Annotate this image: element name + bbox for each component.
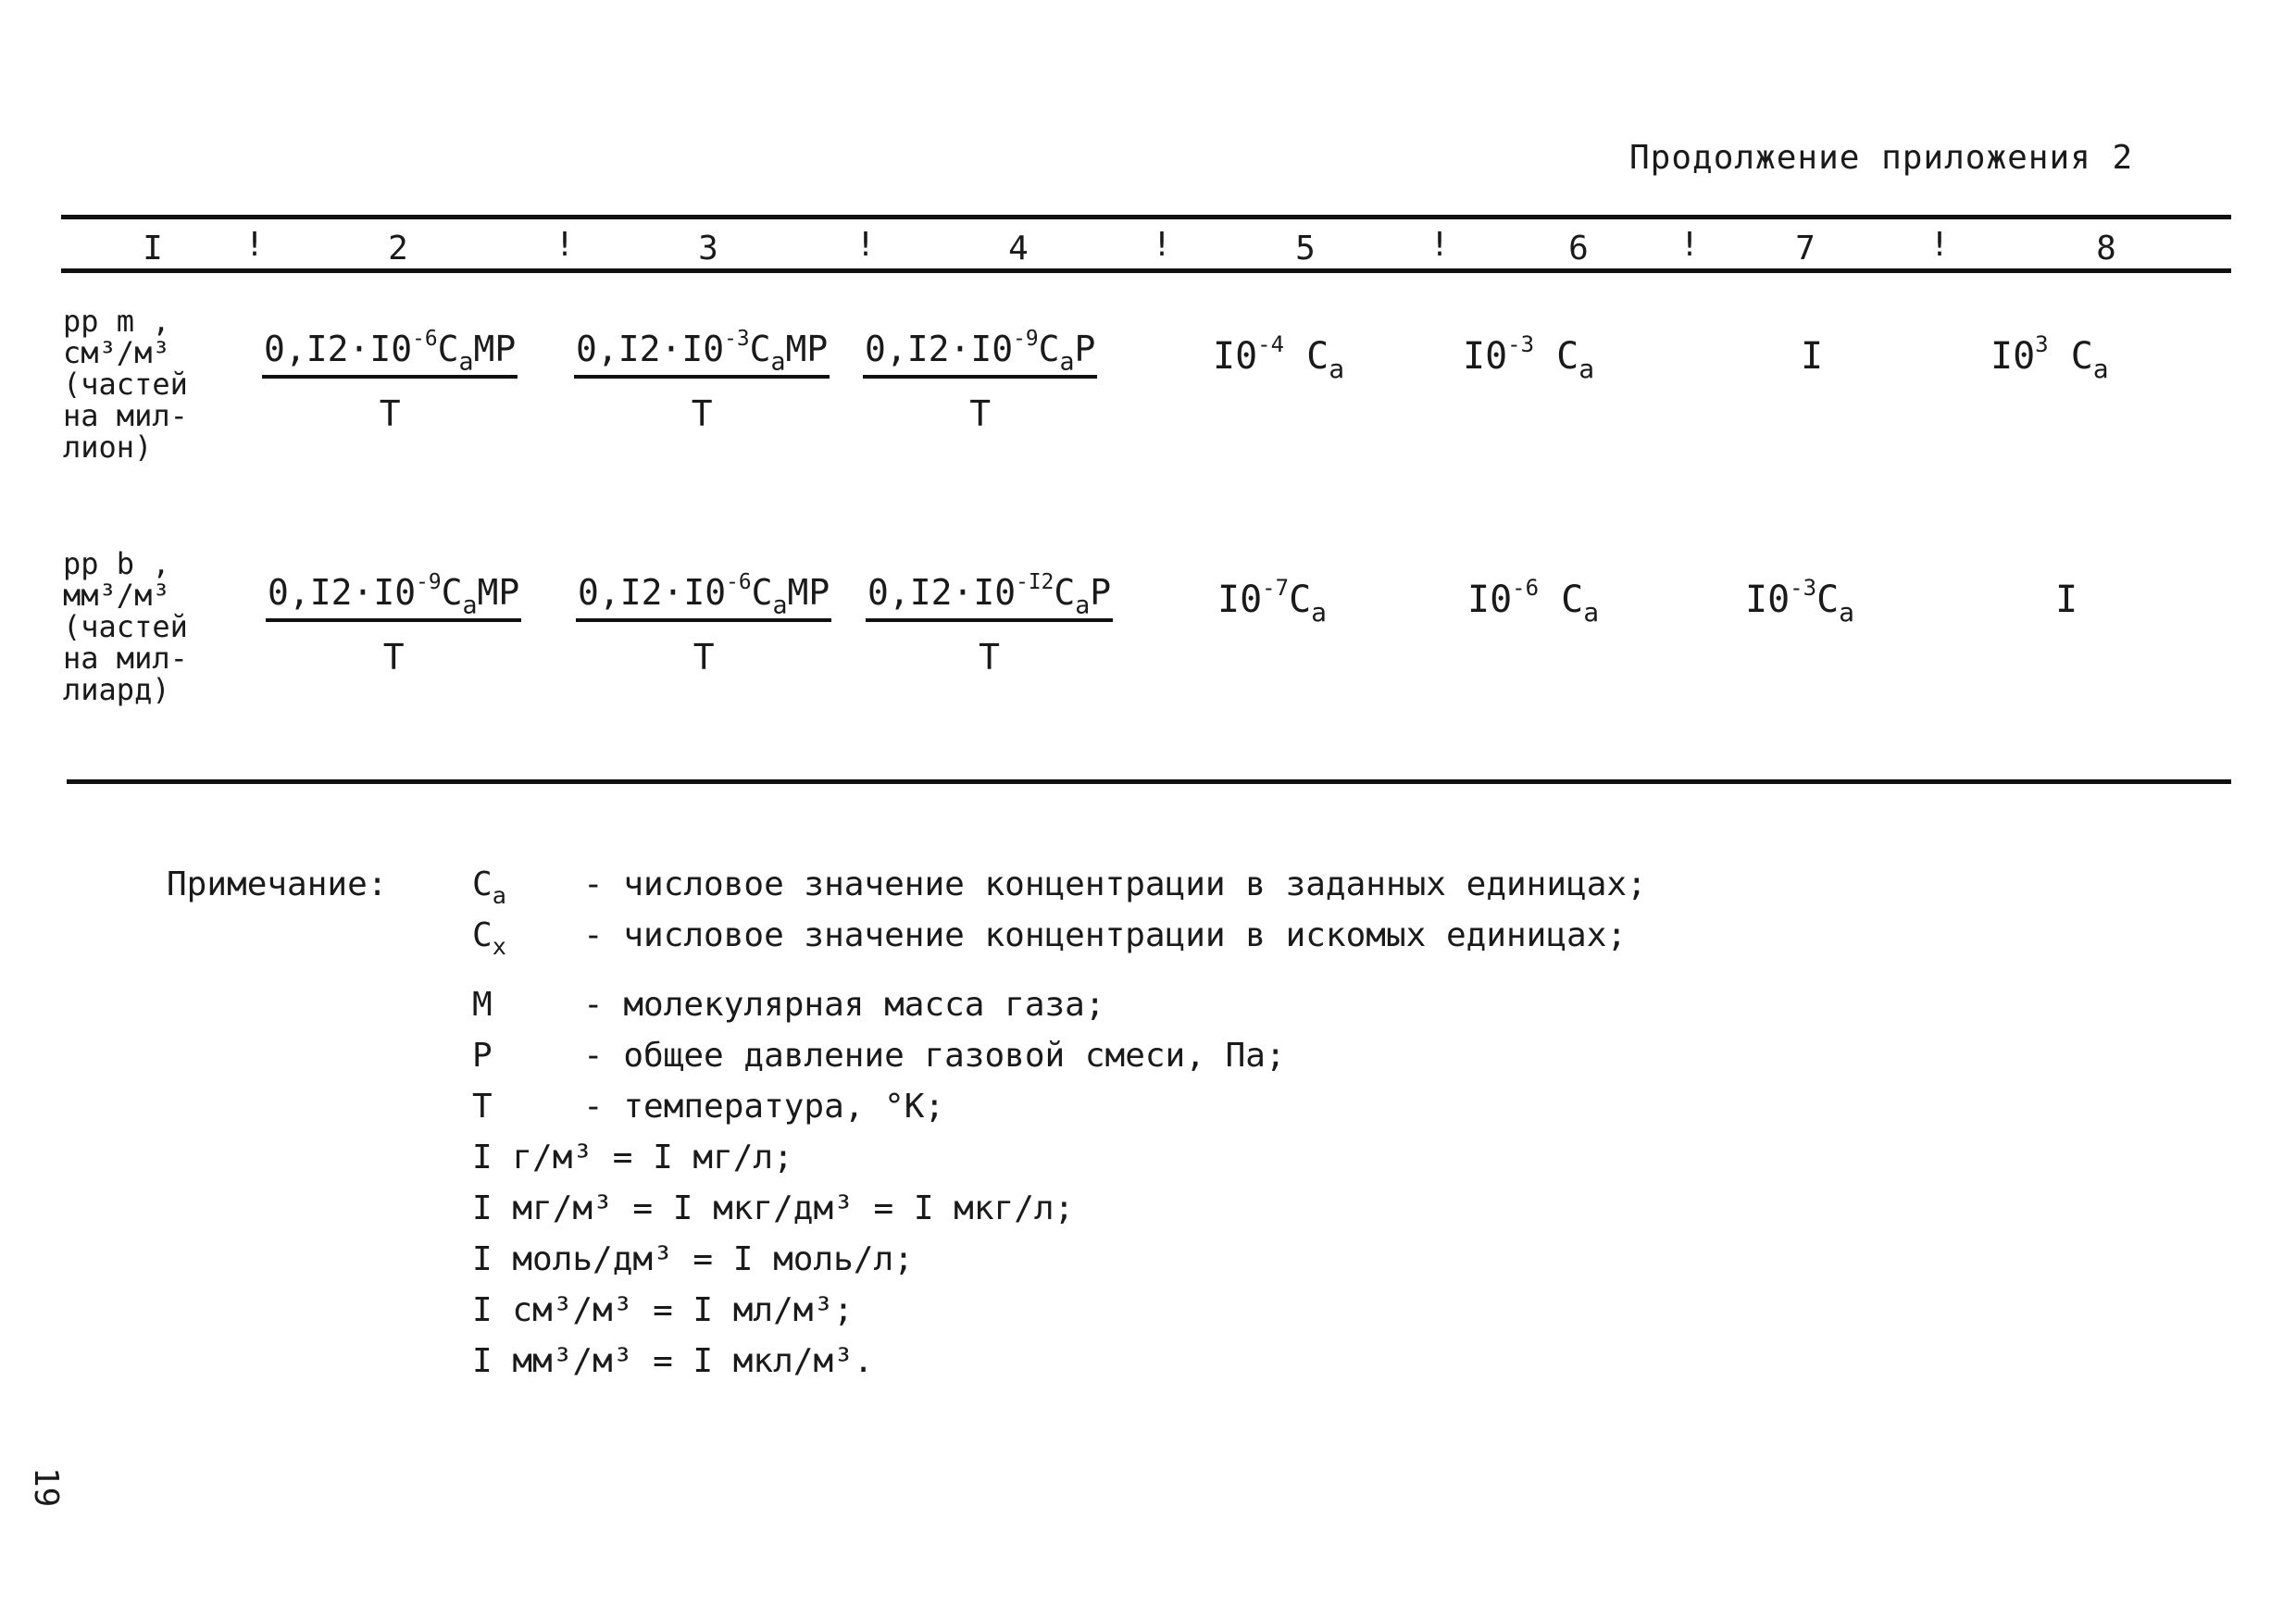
col-separator: ! xyxy=(244,226,265,264)
row2-col4-formula: $0,I2\cdot I0^{-I2}C_aP$ T xyxy=(867,569,1112,678)
row-label-line: лион) xyxy=(63,429,153,465)
row-label-line: (частей xyxy=(63,367,188,402)
row2-col7-value: $I0^{-3}C_a$ xyxy=(1745,575,1855,628)
row-label-line: на мил- xyxy=(63,641,188,676)
row2-col3-formula: $0,I2\cdot I0^{-6}C_aMP$ T xyxy=(578,569,830,678)
note-def-cx: $C_x$ - числовое значение концентрации в искомых единицах; xyxy=(472,916,1628,960)
row1-col8-value: $I0^3$ $C_a$ xyxy=(1990,331,2109,384)
header-bottom-rule xyxy=(61,268,2231,273)
row-label-line: (частей xyxy=(63,609,188,644)
col-separator: ! xyxy=(855,226,876,264)
notes-label: Примечание: xyxy=(167,865,388,903)
row-label-line: pp m , xyxy=(63,304,170,339)
col-num-6: 6 xyxy=(1568,230,1589,268)
row-label-ppb xyxy=(63,548,188,705)
col-num-3: 3 xyxy=(698,230,718,268)
row1-col5-value: $I0^{-4}$ $C_a$ xyxy=(1213,331,1345,384)
row1-col3-formula: $0,I2\cdot I0^{-3}C_aMP$ T xyxy=(576,326,829,434)
col-num-2: 2 xyxy=(388,230,408,268)
col-separator: ! xyxy=(1429,226,1450,264)
note-equivalence: I см³/м³ = I мл/м³; xyxy=(472,1291,854,1329)
col-separator: ! xyxy=(1929,226,1950,264)
note-def-t: T - температура, °K; xyxy=(472,1088,945,1126)
note-equivalence: I г/м³ = I мг/л; xyxy=(472,1139,793,1176)
row1-col7-value: I xyxy=(1801,335,1824,378)
row2-col5-value: $I0^{-7}C_a$ xyxy=(1217,575,1328,628)
table-top-rule xyxy=(61,215,2231,219)
row-label-line: pp b , xyxy=(63,546,170,581)
col-num-4: 4 xyxy=(1008,230,1029,268)
note-equivalence: I мм³/м³ = I мкл/м³. xyxy=(472,1342,874,1380)
row1-col2-formula: $0,I2\cdot I0^{-6}C_aMP$ T xyxy=(264,326,517,434)
row1-col6-value: $I0^{-3}$ $C_a$ xyxy=(1463,331,1595,384)
row-label-line: мм³/м³ xyxy=(63,578,170,613)
row-label-line: на мил- xyxy=(63,398,188,433)
table-bottom-rule xyxy=(67,779,2231,784)
row2-col6-value: $I0^{-6}$ $C_a$ xyxy=(1467,575,1600,628)
note-def-p: P - общее давление газовой смеси, Па; xyxy=(472,1037,1286,1075)
note-equivalence: I мг/м³ = I мкг/дм³ = I мкг/л; xyxy=(472,1189,1075,1227)
row1-col4-formula: $0,I2\cdot I0^{-9}C_aP$ T xyxy=(865,326,1096,434)
col-separator: ! xyxy=(555,226,575,264)
row-label-ppm xyxy=(63,305,188,463)
row2-col8-value: I xyxy=(2055,579,2078,621)
col-num-5: 5 xyxy=(1295,230,1316,268)
col-num-7: 7 xyxy=(1795,230,1816,268)
continuation-title: Продолжение приложения 2 xyxy=(1629,139,2134,177)
note-def-ca: $C_a$ - числовое значение концентрации в заданных единицах; xyxy=(472,865,1647,909)
row-label-line: см³/м³ xyxy=(63,335,170,370)
col-separator: ! xyxy=(1679,226,1700,264)
col-num-1: I xyxy=(143,230,163,268)
col-num-8: 8 xyxy=(2096,230,2116,268)
note-equivalence: I моль/дм³ = I моль/л; xyxy=(472,1240,914,1278)
page-number: 19 xyxy=(27,1467,65,1508)
col-separator: ! xyxy=(1152,226,1172,264)
row-label-line: лиард) xyxy=(63,672,170,707)
note-def-m: M - молекулярная масса газа; xyxy=(472,986,1105,1024)
row2-col2-formula: $0,I2\cdot I0^{-9}C_aMP$ T xyxy=(268,569,520,678)
